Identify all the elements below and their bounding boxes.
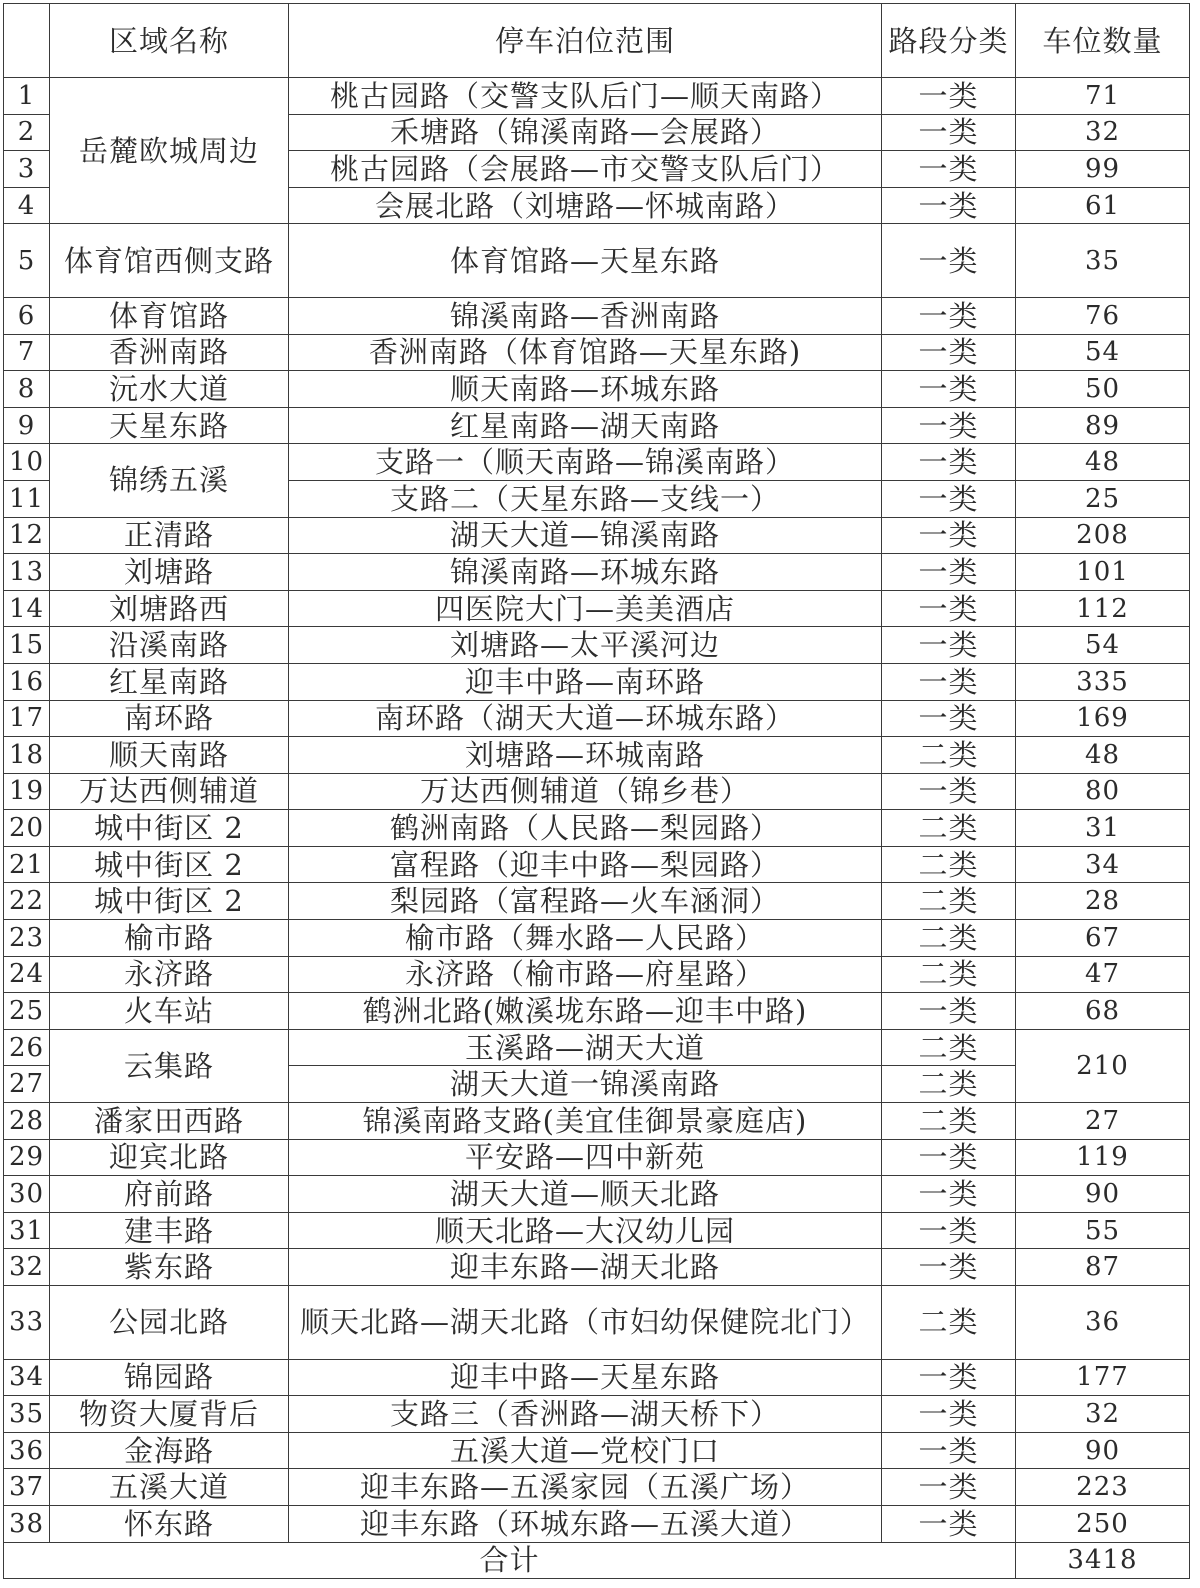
row-count: 54	[1016, 334, 1190, 371]
table-row	[4, 1432, 1190, 1469]
table-row	[4, 517, 1190, 554]
row-type: 一类	[882, 1139, 1016, 1176]
row-index: 19	[4, 773, 50, 810]
header-range: 停车泊位范围	[289, 4, 882, 78]
row-type: 二类	[882, 1066, 1016, 1103]
row-area: 城中街区 2	[50, 810, 289, 847]
row-type: 一类	[882, 993, 1016, 1030]
header-index	[4, 4, 50, 78]
row-type: 一类	[882, 444, 1016, 481]
row-area: 城中街区 2	[50, 846, 289, 883]
row-type: 二类	[882, 846, 1016, 883]
table-row	[4, 554, 1190, 591]
row-type: 一类	[882, 151, 1016, 188]
row-area: 体育馆西侧支路	[50, 224, 289, 298]
row-type: 一类	[882, 480, 1016, 517]
row-index: 22	[4, 883, 50, 920]
row-count: 99	[1016, 151, 1190, 188]
row-count: 210	[1016, 1029, 1190, 1102]
total-count: 3418	[1016, 1542, 1190, 1579]
row-count: 177	[1016, 1359, 1190, 1396]
row-index: 17	[4, 700, 50, 737]
row-index: 4	[4, 187, 50, 224]
row-type: 一类	[882, 407, 1016, 444]
row-index: 10	[4, 444, 50, 481]
row-area: 潘家田西路	[50, 1103, 289, 1140]
table-row	[4, 1139, 1190, 1176]
row-area: 香洲南路	[50, 334, 289, 371]
row-index: 32	[4, 1249, 50, 1286]
row-index: 16	[4, 663, 50, 700]
row-count: 90	[1016, 1176, 1190, 1213]
row-count: 31	[1016, 810, 1190, 847]
row-count: 169	[1016, 700, 1190, 737]
row-count: 61	[1016, 187, 1190, 224]
row-index: 2	[4, 114, 50, 151]
row-count: 80	[1016, 773, 1190, 810]
row-range: 锦溪南路—环城东路	[289, 554, 882, 591]
row-count: 28	[1016, 883, 1190, 920]
row-count: 34	[1016, 846, 1190, 883]
row-index: 34	[4, 1359, 50, 1396]
row-count: 101	[1016, 554, 1190, 591]
table-row	[4, 737, 1190, 774]
row-area: 榆市路	[50, 920, 289, 957]
row-index: 28	[4, 1103, 50, 1140]
row-count: 32	[1016, 114, 1190, 151]
row-range: 迎丰中路—南环路	[289, 663, 882, 700]
row-area: 体育馆路	[50, 297, 289, 334]
table-row	[4, 1469, 1190, 1506]
row-count: 36	[1016, 1286, 1190, 1360]
header-type: 路段分类	[882, 4, 1016, 78]
row-area: 刘塘路	[50, 554, 289, 591]
row-index: 23	[4, 920, 50, 957]
row-range: 迎丰东路（环城东路—五溪大道）	[289, 1505, 882, 1542]
row-count: 47	[1016, 956, 1190, 993]
row-index: 33	[4, 1286, 50, 1360]
row-range: 玉溪路—湖天大道	[289, 1029, 882, 1066]
row-index: 9	[4, 407, 50, 444]
header-area: 区域名称	[50, 4, 289, 78]
table-row	[4, 1103, 1190, 1140]
row-area: 永济路	[50, 956, 289, 993]
row-count: 208	[1016, 517, 1190, 554]
row-type: 一类	[882, 1212, 1016, 1249]
table-row	[4, 334, 1190, 371]
row-range: 支路一（顺天南路—锦溪南路）	[289, 444, 882, 481]
row-index: 18	[4, 737, 50, 774]
row-type: 一类	[882, 700, 1016, 737]
row-index: 35	[4, 1396, 50, 1433]
row-type: 一类	[882, 187, 1016, 224]
row-count: 55	[1016, 1212, 1190, 1249]
row-count: 87	[1016, 1249, 1190, 1286]
row-index: 7	[4, 334, 50, 371]
row-area: 南环路	[50, 700, 289, 737]
row-type: 二类	[882, 956, 1016, 993]
total-row	[4, 1542, 1190, 1579]
table-row	[4, 371, 1190, 408]
row-area: 府前路	[50, 1176, 289, 1213]
row-type: 二类	[882, 810, 1016, 847]
row-range: 顺天南路—环城东路	[289, 371, 882, 408]
row-type: 一类	[882, 297, 1016, 334]
table-row	[4, 444, 1190, 481]
table-row	[4, 956, 1190, 993]
total-label: 合计	[4, 1542, 1016, 1579]
table-row	[4, 810, 1190, 847]
row-type: 一类	[882, 627, 1016, 664]
row-range: 榆市路（舞水路—人民路）	[289, 920, 882, 957]
row-range: 顺天北路—大汉幼儿园	[289, 1212, 882, 1249]
row-count: 68	[1016, 993, 1190, 1030]
row-area: 沅水大道	[50, 371, 289, 408]
row-range: 湖天大道—顺天北路	[289, 1176, 882, 1213]
row-type: 一类	[882, 1432, 1016, 1469]
row-area: 正清路	[50, 517, 289, 554]
row-range: 南环路（湖天大道—环城东路）	[289, 700, 882, 737]
row-range: 红星南路—湖天南路	[289, 407, 882, 444]
row-type: 二类	[882, 1103, 1016, 1140]
row-range: 鹤洲北路(嫩溪垅东路—迎丰中路)	[289, 993, 882, 1030]
row-range: 迎丰东路—五溪家园（五溪广场）	[289, 1469, 882, 1506]
row-area: 物资大厦背后	[50, 1396, 289, 1433]
row-type: 一类	[882, 517, 1016, 554]
row-index: 37	[4, 1469, 50, 1506]
row-index: 31	[4, 1212, 50, 1249]
row-index: 26	[4, 1029, 50, 1066]
row-index: 25	[4, 993, 50, 1030]
table-row	[4, 78, 1190, 115]
row-count: 25	[1016, 480, 1190, 517]
table-row	[4, 407, 1190, 444]
row-index: 21	[4, 846, 50, 883]
header-count: 车位数量	[1016, 4, 1190, 78]
row-type: 一类	[882, 1176, 1016, 1213]
row-index: 15	[4, 627, 50, 664]
row-type: 一类	[882, 78, 1016, 115]
row-range: 迎丰东路—湖天北路	[289, 1249, 882, 1286]
parking-spaces-table	[3, 3, 1190, 1579]
row-index: 3	[4, 151, 50, 188]
row-count: 27	[1016, 1103, 1190, 1140]
table-row	[4, 700, 1190, 737]
table-row	[4, 1396, 1190, 1433]
row-range: 万达西侧辅道（锦乡巷）	[289, 773, 882, 810]
row-area: 刘塘路西	[50, 590, 289, 627]
row-area: 锦绣五溪	[50, 444, 289, 517]
row-type: 一类	[882, 773, 1016, 810]
row-area: 岳麓欧城周边	[50, 78, 289, 224]
row-type: 一类	[882, 224, 1016, 298]
row-count: 71	[1016, 78, 1190, 115]
row-area: 迎宾北路	[50, 1139, 289, 1176]
table-row	[4, 1212, 1190, 1249]
row-range: 锦溪南路—香洲南路	[289, 297, 882, 334]
table-row	[4, 1249, 1190, 1286]
row-type: 一类	[882, 1396, 1016, 1433]
row-count: 89	[1016, 407, 1190, 444]
row-index: 14	[4, 590, 50, 627]
table-row	[4, 297, 1190, 334]
row-range: 平安路—四中新苑	[289, 1139, 882, 1176]
row-count: 90	[1016, 1432, 1190, 1469]
row-type: 二类	[882, 920, 1016, 957]
table-row	[4, 1359, 1190, 1396]
row-type: 一类	[882, 554, 1016, 591]
row-range: 五溪大道—党校门口	[289, 1432, 882, 1469]
row-count: 50	[1016, 371, 1190, 408]
table-header-row	[4, 4, 1190, 78]
row-type: 一类	[882, 1505, 1016, 1542]
table-body	[4, 78, 1190, 1543]
row-range: 体育馆路—天星东路	[289, 224, 882, 298]
row-type: 一类	[882, 1359, 1016, 1396]
row-index: 27	[4, 1066, 50, 1103]
row-range: 湖天大道—锦溪南路	[289, 517, 882, 554]
row-area: 公园北路	[50, 1286, 289, 1360]
row-range: 刘塘路—环城南路	[289, 737, 882, 774]
row-range: 支路三（香洲路—湖天桥下）	[289, 1396, 882, 1433]
table-row	[4, 883, 1190, 920]
row-type: 一类	[882, 663, 1016, 700]
row-range: 四医院大门—美美酒店	[289, 590, 882, 627]
row-count: 119	[1016, 1139, 1190, 1176]
row-index: 29	[4, 1139, 50, 1176]
row-index: 13	[4, 554, 50, 591]
row-type: 一类	[882, 114, 1016, 151]
row-index: 24	[4, 956, 50, 993]
row-index: 5	[4, 224, 50, 298]
row-index: 12	[4, 517, 50, 554]
row-range: 香洲南路（体育馆路—天星东路)	[289, 334, 882, 371]
table-row	[4, 663, 1190, 700]
row-area: 锦园路	[50, 1359, 289, 1396]
table-row	[4, 920, 1190, 957]
row-area: 怀东路	[50, 1505, 289, 1542]
row-type: 二类	[882, 1029, 1016, 1066]
table-row	[4, 1505, 1190, 1542]
row-index: 1	[4, 78, 50, 115]
row-area: 金海路	[50, 1432, 289, 1469]
row-count: 250	[1016, 1505, 1190, 1542]
row-range: 刘塘路—太平溪河边	[289, 627, 882, 664]
row-range: 支路二（天星东路—支线一）	[289, 480, 882, 517]
row-range: 桃古园路（会展路—市交警支队后门）	[289, 151, 882, 188]
table-row	[4, 224, 1190, 298]
row-type: 一类	[882, 1249, 1016, 1286]
row-area: 顺天南路	[50, 737, 289, 774]
table-row	[4, 1286, 1190, 1360]
row-range: 桃古园路（交警支队后门—顺天南路）	[289, 78, 882, 115]
row-type: 二类	[882, 737, 1016, 774]
row-area: 天星东路	[50, 407, 289, 444]
row-range: 富程路（迎丰中路—梨园路）	[289, 846, 882, 883]
row-count: 335	[1016, 663, 1190, 700]
row-count: 48	[1016, 737, 1190, 774]
row-area: 城中街区 2	[50, 883, 289, 920]
row-range: 会展北路（刘塘路—怀城南路）	[289, 187, 882, 224]
row-index: 11	[4, 480, 50, 517]
row-count: 32	[1016, 1396, 1190, 1433]
row-area: 红星南路	[50, 663, 289, 700]
row-count: 67	[1016, 920, 1190, 957]
table-row	[4, 590, 1190, 627]
row-area: 建丰路	[50, 1212, 289, 1249]
row-range: 湖天大道一锦溪南路	[289, 1066, 882, 1103]
table-row	[4, 1029, 1190, 1066]
row-range: 迎丰中路—天星东路	[289, 1359, 882, 1396]
table-row	[4, 846, 1190, 883]
row-range: 梨园路（富程路—火车涵洞）	[289, 883, 882, 920]
table-row	[4, 1176, 1190, 1213]
row-type: 一类	[882, 334, 1016, 371]
row-count: 35	[1016, 224, 1190, 298]
table-row	[4, 627, 1190, 664]
row-area: 沿溪南路	[50, 627, 289, 664]
row-type: 一类	[882, 590, 1016, 627]
row-count: 48	[1016, 444, 1190, 481]
table-row	[4, 773, 1190, 810]
row-range: 顺天北路—湖天北路（市妇幼保健院北门）	[289, 1286, 882, 1360]
row-index: 20	[4, 810, 50, 847]
row-index: 38	[4, 1505, 50, 1542]
row-area: 万达西侧辅道	[50, 773, 289, 810]
row-area: 紫东路	[50, 1249, 289, 1286]
row-index: 30	[4, 1176, 50, 1213]
row-range: 锦溪南路支路(美宜佳御景豪庭店)	[289, 1103, 882, 1140]
row-type: 一类	[882, 371, 1016, 408]
row-count: 76	[1016, 297, 1190, 334]
row-area: 火车站	[50, 993, 289, 1030]
row-area: 五溪大道	[50, 1469, 289, 1506]
row-range: 永济路（榆市路—府星路）	[289, 956, 882, 993]
row-index: 6	[4, 297, 50, 334]
row-type: 二类	[882, 1286, 1016, 1360]
row-index: 8	[4, 371, 50, 408]
row-range: 禾塘路（锦溪南路—会展路）	[289, 114, 882, 151]
row-count: 112	[1016, 590, 1190, 627]
row-count: 223	[1016, 1469, 1190, 1506]
row-type: 二类	[882, 883, 1016, 920]
row-count: 54	[1016, 627, 1190, 664]
table-row	[4, 993, 1190, 1030]
row-area: 云集路	[50, 1029, 289, 1102]
row-index: 36	[4, 1432, 50, 1469]
row-range: 鹤洲南路（人民路—梨园路）	[289, 810, 882, 847]
row-type: 一类	[882, 1469, 1016, 1506]
